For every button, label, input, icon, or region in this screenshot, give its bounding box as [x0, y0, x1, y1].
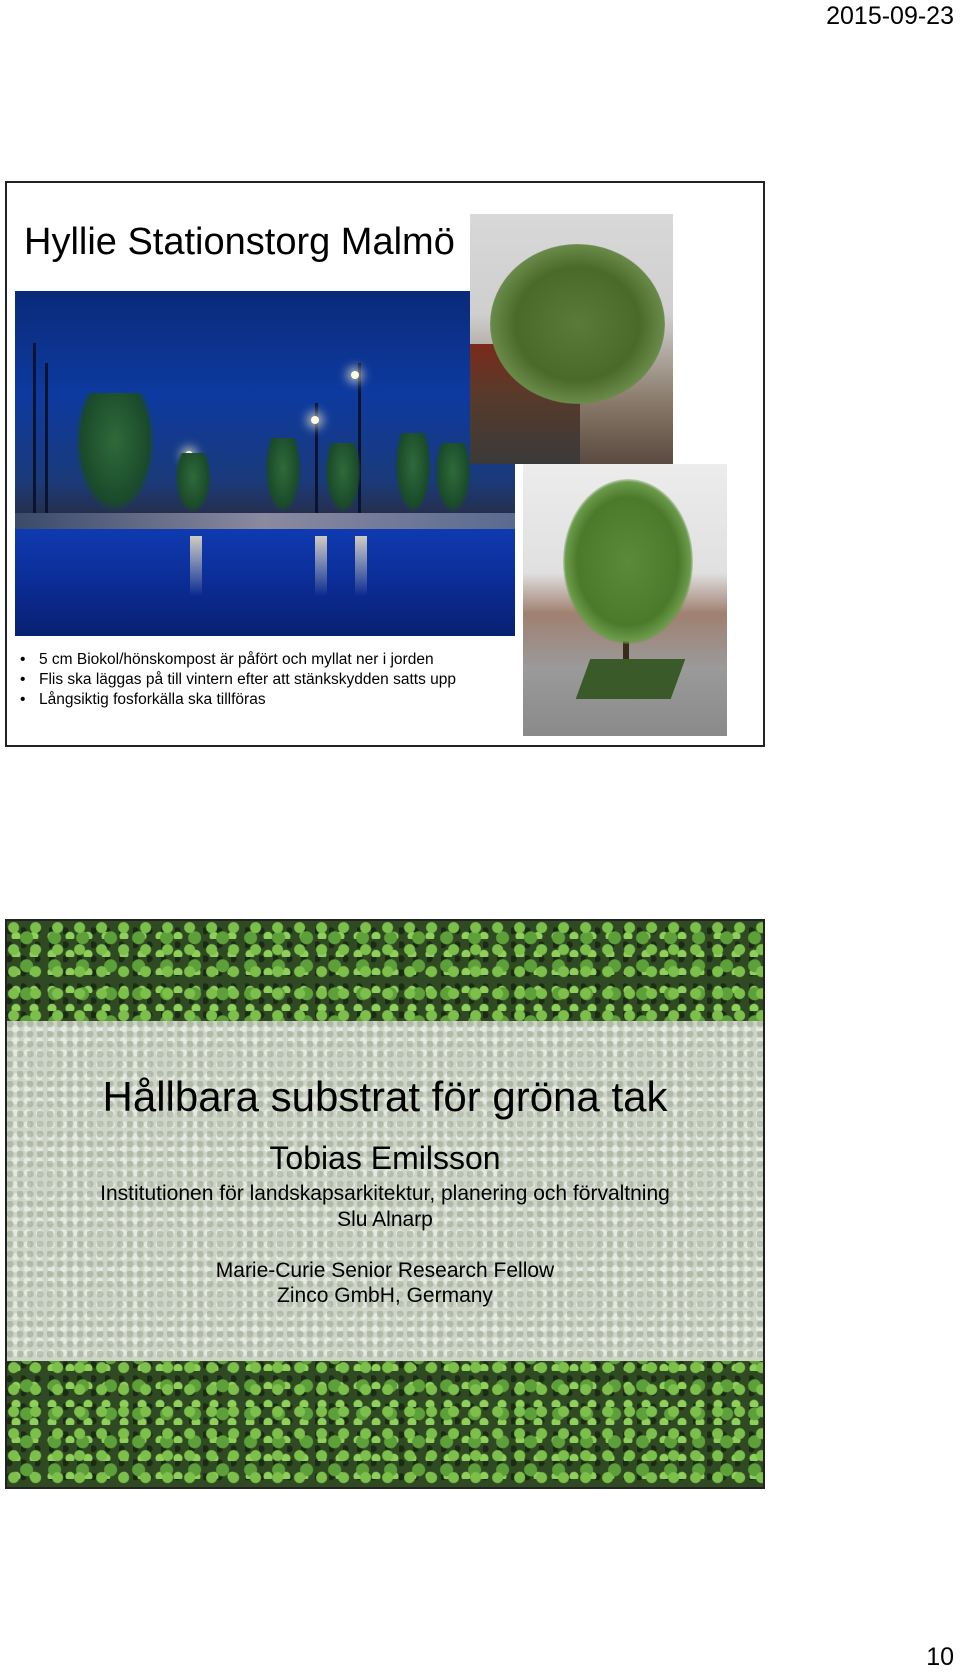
bullet-text: 5 cm Biokol/hönskompost är påfört och myllat ner i jorden: [39, 651, 434, 668]
institution-line: Institutionen för landskapsarkitektur, planering och förvaltning: [100, 1182, 670, 1205]
presentation-title: Hållbara substrat för gröna tak: [102, 1073, 668, 1120]
bullet-item: [17, 670, 456, 690]
slide-hyllie-stationstorg: [5, 181, 765, 747]
night-plaza-photo: [15, 291, 515, 636]
bullet-text: Flis ska läggas på till vintern efter att stänkskydden satts upp: [39, 671, 456, 688]
bullet-glyph: •: [20, 691, 26, 708]
slide-title-green-roof: [5, 919, 765, 1489]
page-number: 10: [926, 1643, 954, 1671]
bullet-glyph: •: [20, 651, 26, 668]
author-name: Tobias Emilsson: [269, 1140, 501, 1176]
bullet-text: Långsiktig fosforkälla ska tillföras: [39, 691, 266, 708]
slide-title: Hyllie Stationstorg Malmö: [24, 221, 455, 263]
street-tree-photo-bottom: [523, 464, 727, 736]
bullet-list: [17, 650, 456, 710]
company-line: Zinco GmbH, Germany: [277, 1284, 493, 1307]
page-date: 2015-09-23: [826, 2, 954, 30]
position-line: Marie-Curie Senior Research Fellow: [215, 1259, 555, 1282]
bullet-item: [17, 690, 456, 710]
bullet-glyph: •: [20, 671, 26, 688]
street-tree-photo-top: [470, 214, 673, 464]
campus-line: Slu Alnarp: [337, 1208, 433, 1231]
bullet-item: [17, 650, 456, 670]
